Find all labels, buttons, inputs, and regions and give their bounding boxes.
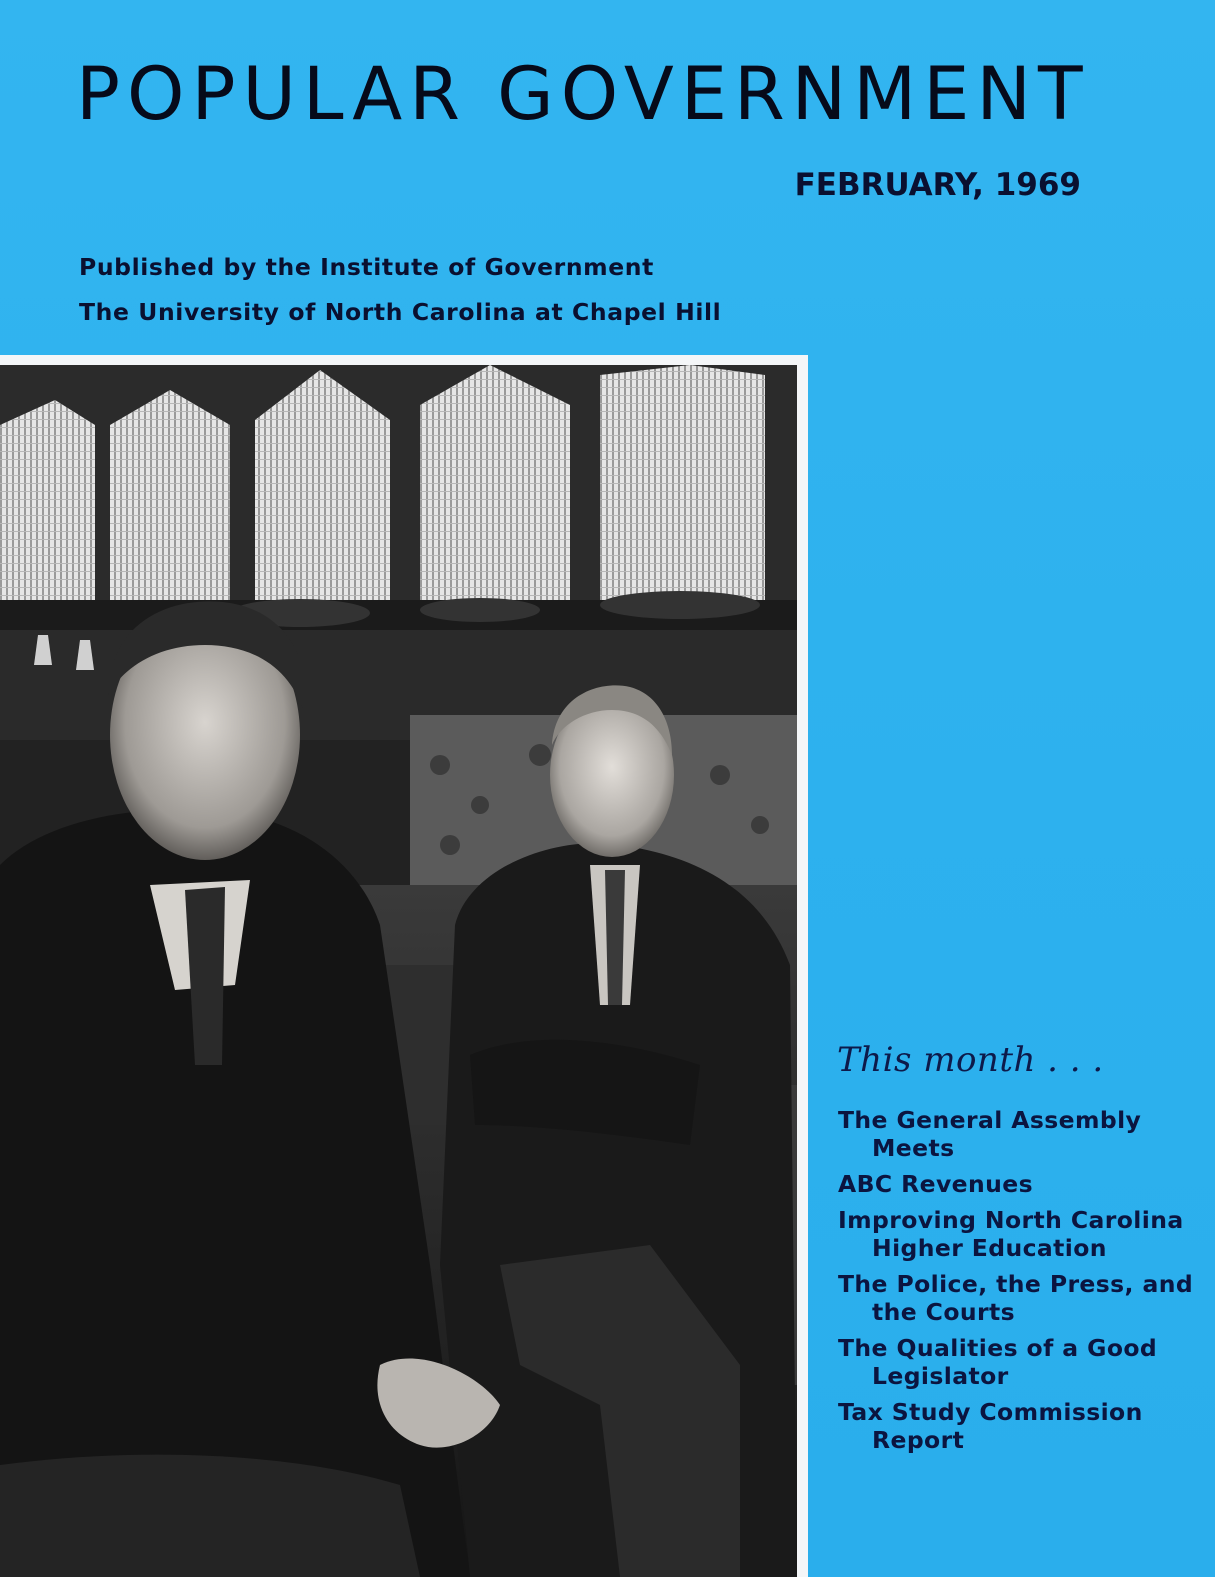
publisher-line-university: The University of North Carolina at Chapel Hill (79, 298, 722, 326)
issue-date: FEBRUARY, 1969 (794, 167, 1081, 203)
publisher-block (79, 245, 721, 335)
contents-item: The General Assembly Meets (838, 1106, 1142, 1162)
magazine-title: POPULAR GOVERNMENT (76, 52, 1090, 137)
publisher-line-institute: Published by the Institute of Government (79, 253, 654, 281)
cover-photograph (0, 365, 797, 1577)
contents-list (838, 1106, 1198, 1462)
contents-item: Tax Study Commission Report (838, 1398, 1143, 1454)
contents-item: Improving North Carolina Higher Education (838, 1206, 1184, 1262)
contents-item: The Police, the Press, and the Courts (838, 1270, 1194, 1326)
contents-item: The Qualities of a Good Legislator (838, 1334, 1158, 1390)
this-month-heading: This month . . . (837, 1040, 1104, 1080)
contents-item: ABC Revenues (838, 1170, 1034, 1198)
